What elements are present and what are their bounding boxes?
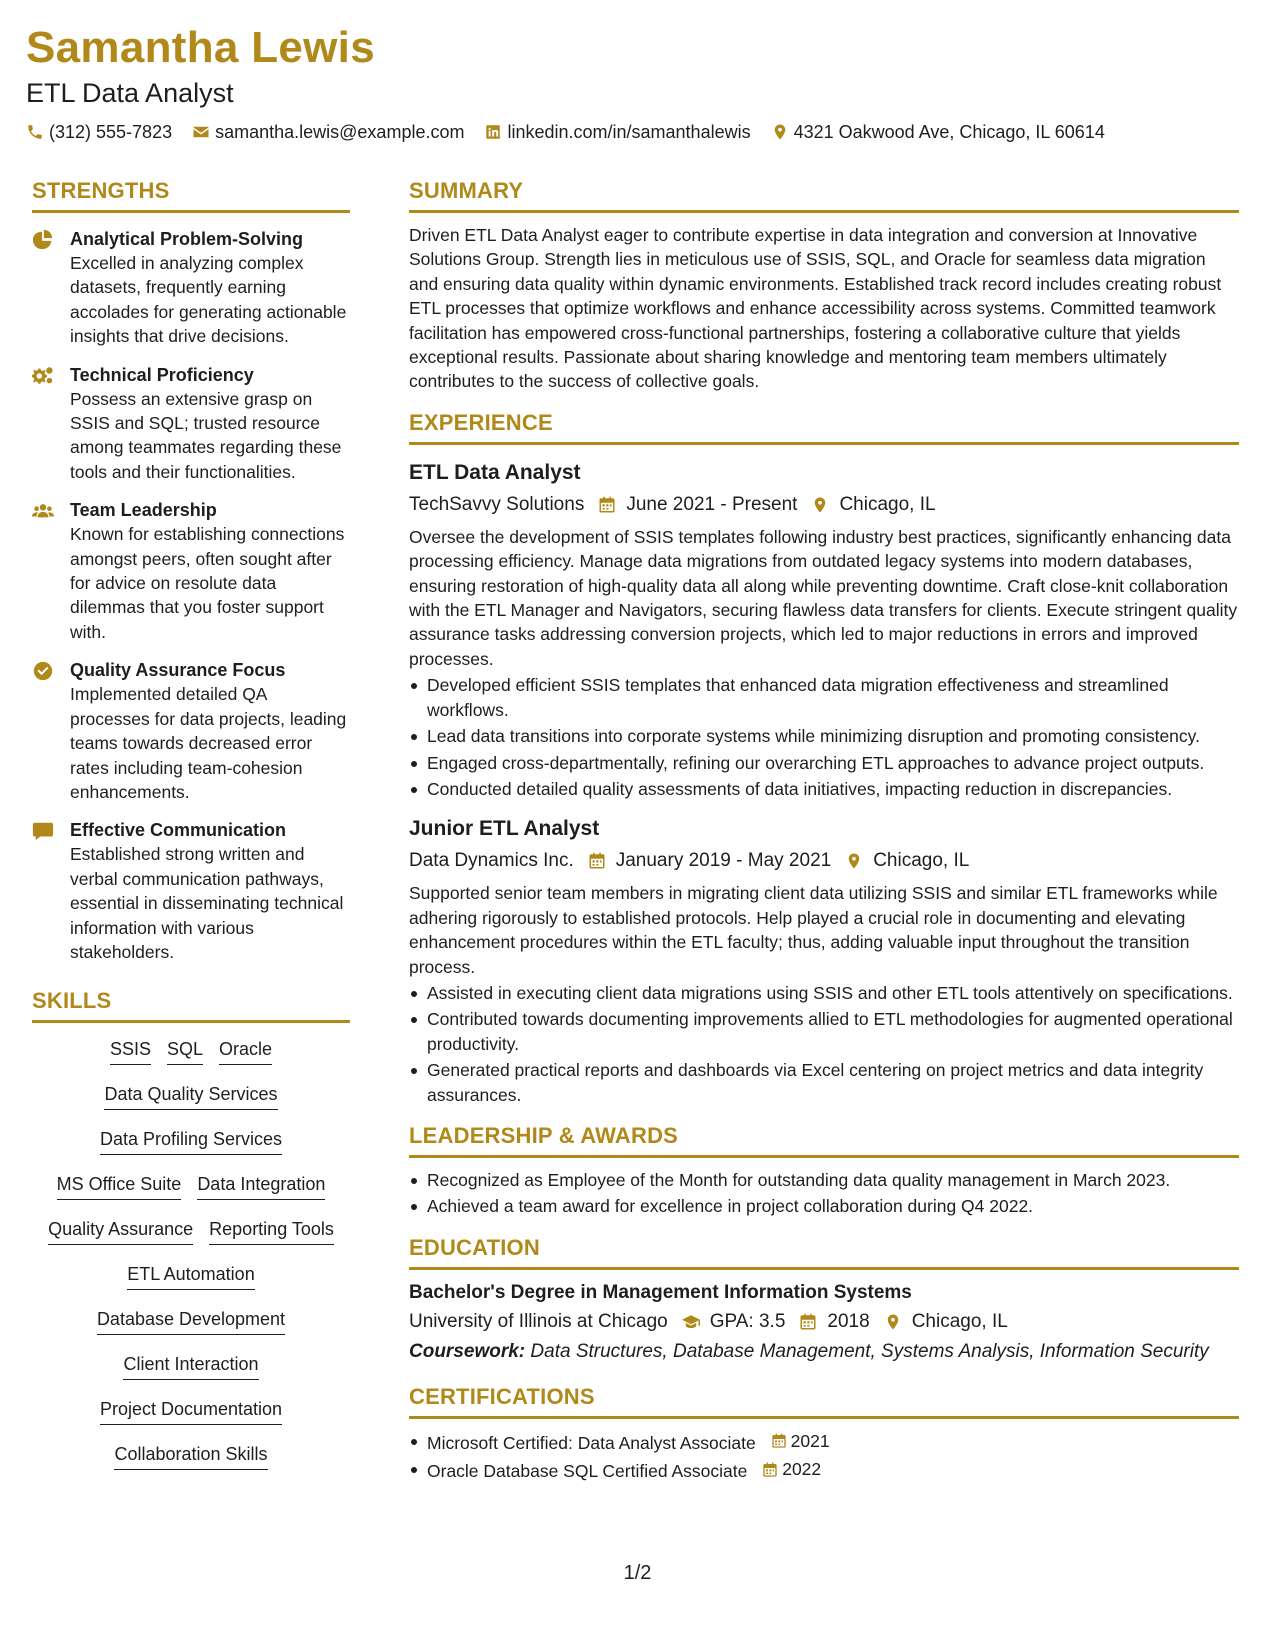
calendar-icon: [588, 852, 606, 870]
strength-title: Effective Communication: [70, 820, 287, 841]
job-dates: January 2019 - May 2021: [615, 850, 832, 872]
job-company: TechSavvy Solutions: [409, 493, 585, 515]
contact-address: [771, 120, 1105, 144]
address-text: 4321 Oakwood Ave, Chicago, IL 60614: [793, 122, 1105, 142]
strength-title: Team Leadership: [70, 500, 217, 521]
job-bullet: Developed efficient SSIS templates that enhanced data migration effectiveness and streamlined workflows.: [409, 673, 1239, 722]
edu-gpa: GPA: 3.5: [709, 1310, 786, 1332]
cert-name: Microsoft Certified: Data Analyst Associate: [427, 1432, 756, 1453]
cert-name: Oracle Database SQL Certified Associate: [427, 1461, 748, 1482]
strength-title: Quality Assurance Focus: [70, 660, 286, 681]
job-title: Junior ETL Analyst: [409, 817, 600, 841]
skill-row: [32, 1262, 350, 1307]
map-pin-icon: [771, 123, 789, 141]
skill-tag: Collaboration Skills: [114, 1442, 267, 1470]
edu-school: University of Illinois at Chicago: [409, 1310, 668, 1332]
job-title: ETL Data Analyst: [409, 460, 581, 484]
job-dates: June 2021 - Present: [626, 493, 798, 515]
cert-item: [409, 1457, 1239, 1484]
strengths-heading: STRENGTHS: [32, 176, 350, 213]
cert-year: 2021: [790, 1430, 830, 1451]
phone-text: (312) 555-7823: [49, 122, 173, 142]
linkedin-icon: [484, 123, 502, 141]
skill-tag: MS Office Suite: [57, 1172, 182, 1200]
contact-linkedin[interactable]: [484, 120, 750, 144]
coursework-label: Coursework:: [409, 1340, 526, 1362]
map-pin-icon: [845, 852, 863, 870]
phone-icon: [26, 123, 44, 141]
email-text[interactable]: samantha.lewis@example.com: [215, 122, 465, 142]
right-column: [409, 176, 1239, 1486]
users-icon: [32, 500, 54, 522]
job-description: Oversee the development of SSIS templates following industry best practices, significantly enhancing data processing efficiency. Manage data migrations from outdated legacy systems into modern databases, ensuring restoration of high-quality data all along while preventing downtime. Craft close-knit collaboration with the ETL Manager and Navigators, securing flawless data transfers for clients. Execute stringent quality assurance tasks addressing conversion projects, which led to major reductions in errors and improved processes.: [409, 526, 1238, 669]
strength-item: [32, 818, 350, 964]
calendar-icon: [771, 1433, 787, 1449]
job-bullet: Generated practical reports and dashboards via Excel centering on project metrics and data integrity assurances.: [409, 1058, 1239, 1107]
resume-header: [26, 22, 1246, 144]
strength-desc: Possess an extensive grasp on SSIS and SQL; trusted resource among teammates regarding these tools and their functionalities.: [70, 388, 342, 482]
calendar-icon: [762, 1462, 778, 1478]
strength-item: [32, 227, 350, 349]
left-column: [32, 176, 350, 1487]
map-pin-icon: [811, 496, 829, 514]
skill-tag: ETL Automation: [127, 1262, 254, 1290]
skill-tag: Quality Assurance: [48, 1217, 193, 1245]
strength-desc: Excelled in analyzing complex datasets, frequently earning accolades for generating actionable insights that drive decisions.: [70, 253, 347, 347]
skill-row: [32, 1037, 350, 1082]
skills-heading: SKILLS: [32, 986, 350, 1023]
job-description: Supported senior team members in migrating client data utilizing SSIS and similar ETL frameworks while adhering rigorously to established protocols. Help played a crucial role in documenting and elevating enhancement procedures within the ETL faculty; thus, adding valuable input throughout the transition process.: [409, 883, 1218, 977]
job-location: Chicago, IL: [839, 493, 936, 515]
edu-coursework: [409, 1340, 1239, 1364]
edu-location: Chicago, IL: [911, 1310, 1008, 1332]
map-pin-icon: [884, 1313, 902, 1331]
calendar-icon: [598, 496, 616, 514]
job-bullet: Contributed towards documenting improvements allied to ETL methodologies for augmented operational productivity.: [409, 1007, 1239, 1056]
skill-tag: Data Profiling Services: [100, 1127, 282, 1155]
strength-desc: Known for establishing connections amongst peers, often sought after for advice on resolute data dilemmas that you foster support with.: [70, 524, 345, 642]
education-heading: EDUCATION: [409, 1233, 1239, 1270]
strength-title: Technical Proficiency: [70, 364, 254, 385]
candidate-name: Samantha Lewis: [26, 23, 375, 72]
job-bullet: Conducted detailed quality assessments of data initiatives, impacting reduction in discrepancies.: [409, 777, 1239, 801]
skill-row: [32, 1127, 350, 1172]
job-location: Chicago, IL: [873, 850, 970, 872]
award-item: Achieved a team award for excellence in project collaboration during Q4 2022.: [409, 1194, 1239, 1218]
job-bullets: [409, 981, 1239, 1107]
check-circle-icon: [32, 660, 54, 682]
skill-tag: Client Interaction: [123, 1352, 258, 1380]
summary-heading: SUMMARY: [409, 176, 1239, 213]
strength-item: [32, 363, 350, 485]
calendar-icon: [799, 1313, 817, 1331]
comment-icon: [32, 820, 54, 842]
job-entry: [409, 459, 1239, 801]
skill-tag: SQL: [167, 1037, 203, 1065]
edu-meta: [409, 1308, 1239, 1336]
job-entry: [409, 815, 1239, 1107]
envelope-icon: [192, 123, 210, 141]
skill-row: [32, 1307, 350, 1352]
cert-item: [409, 1429, 1239, 1456]
coursework-text: Data Structures, Database Management, Systems Analysis, Information Security: [530, 1340, 1209, 1362]
contact-email[interactable]: [192, 120, 464, 144]
experience-heading: EXPERIENCE: [409, 408, 1239, 445]
skill-tag: Project Documentation: [100, 1397, 282, 1425]
job-meta: [409, 491, 1239, 519]
page-number: 1/2: [623, 1562, 652, 1584]
skill-tag: Data Quality Services: [104, 1082, 277, 1110]
graduation-cap-icon: [682, 1313, 700, 1331]
linkedin-text[interactable]: linkedin.com/in/samanthalewis: [507, 122, 751, 142]
job-meta: [409, 847, 1239, 875]
strength-item: [32, 498, 350, 644]
gears-icon: [32, 365, 54, 387]
cert-year: 2022: [782, 1459, 822, 1480]
skill-tag: Database Development: [97, 1307, 285, 1335]
skill-row: [32, 1082, 350, 1127]
skill-row: [32, 1352, 350, 1397]
skill-tag: SSIS: [110, 1037, 151, 1065]
skill-tag: Data Integration: [197, 1172, 325, 1200]
strength-desc: Established strong written and verbal communication pathways, essential in disseminating technical information with various stakeholders.: [70, 844, 344, 962]
skill-row: [32, 1217, 350, 1262]
contact-phone: [26, 120, 172, 144]
certifications-heading: CERTIFICATIONS: [409, 1382, 1239, 1419]
job-bullets: [409, 673, 1239, 801]
candidate-title: ETL Data Analyst: [26, 78, 234, 108]
contact-bar: [26, 120, 1246, 144]
skill-row: [32, 1397, 350, 1442]
pie-chart-icon: [32, 229, 54, 251]
strength-title: Analytical Problem-Solving: [70, 229, 304, 249]
leadership-list: [409, 1168, 1239, 1219]
edu-year: 2018: [827, 1310, 870, 1332]
skill-tag: Reporting Tools: [209, 1217, 334, 1245]
leadership-heading: LEADERSHIP & AWARDS: [409, 1121, 1239, 1158]
skills-list: [32, 1037, 350, 1487]
summary-text: Driven ETL Data Analyst eager to contribute expertise in data integration and conversion at Innovative Solutions Group. Strength lies in meticulous use of SSIS, SQL, and Oracle for seamless data migration and ensuring data quality within dynamic environments. Established track record includes creating robust ETL processes that optimize workflows and enhance accessibility across systems. Committed teamwork facilitation has empowered cross-functional partnerships, fostering a collaborative culture that yields exceptional results. Passionate about sharing knowledge and mentoring team members ultimately contributes to the success of collective goals.: [409, 225, 1222, 392]
award-item: Recognized as Employee of the Month for outstanding data quality management in March 2023.: [409, 1168, 1239, 1192]
job-bullet: Assisted in executing client data migrations using SSIS and other ETL tools attentively on specifications.: [409, 981, 1239, 1005]
job-bullet: Engaged cross-departmentally, refining our overarching ETL approaches to advance project outputs.: [409, 751, 1239, 775]
strength-desc: Implemented detailed QA processes for data projects, leading teams towards decreased error rates including team-cohesion enhancements.: [70, 684, 347, 802]
certifications-list: [409, 1429, 1239, 1484]
edu-degree: Bachelor's Degree in Management Information Systems: [409, 1281, 912, 1303]
skill-row: [32, 1172, 350, 1217]
strength-item: [32, 658, 350, 804]
job-company: Data Dynamics Inc.: [409, 850, 574, 872]
skill-tag: Oracle: [219, 1037, 272, 1065]
skill-row: [32, 1442, 350, 1487]
job-bullet: Lead data transitions into corporate systems while minimizing disruption and promoting consistency.: [409, 724, 1239, 748]
